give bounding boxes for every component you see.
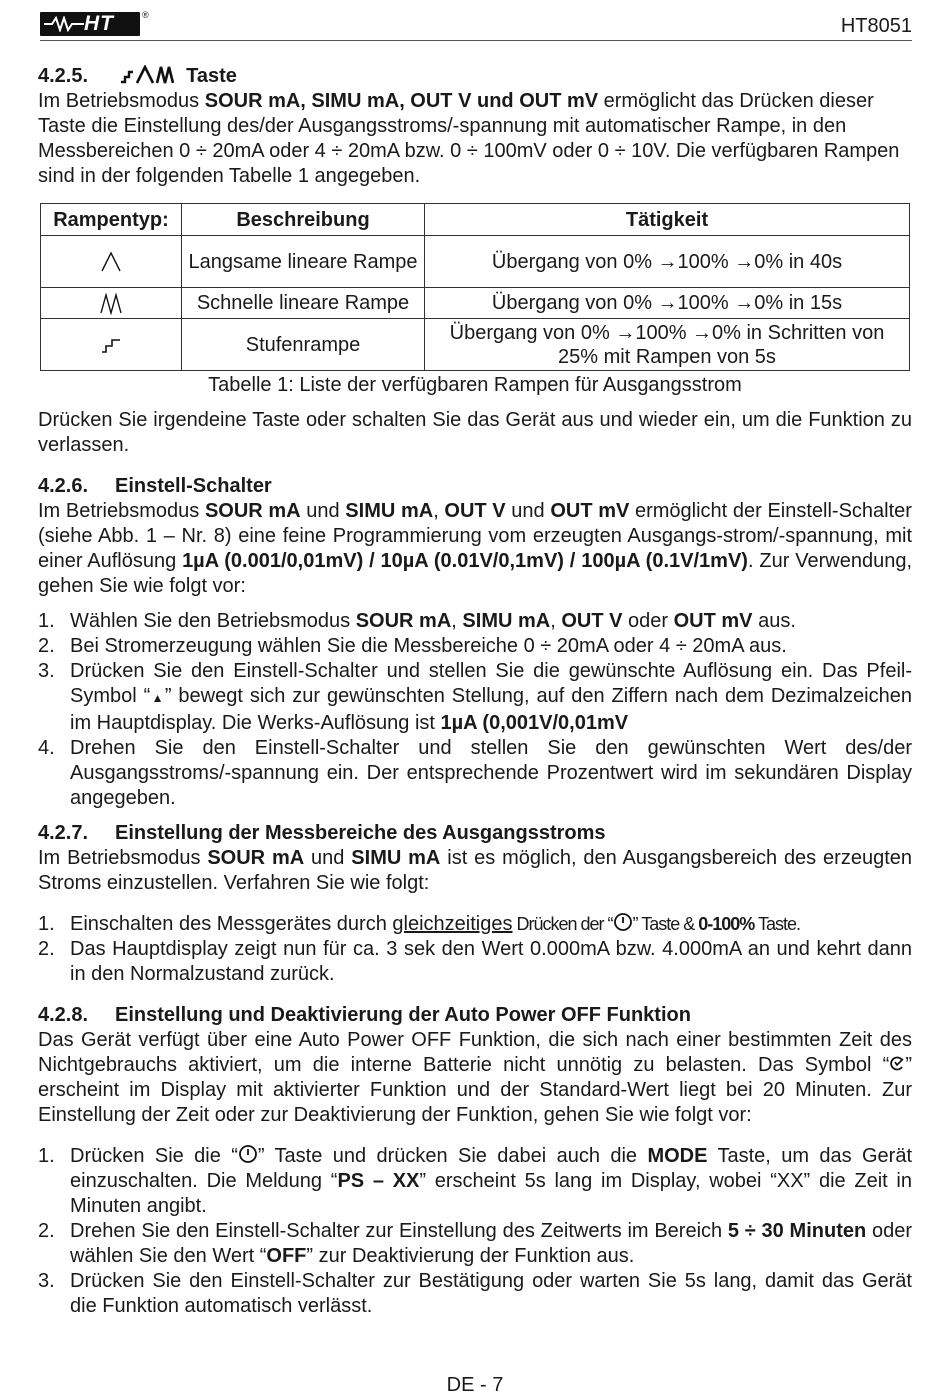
table-header-row — [41, 204, 910, 236]
steps-427 — [38, 912, 912, 987]
list-item — [38, 1269, 912, 1319]
list-item — [38, 609, 912, 634]
section-heading-428 — [38, 1003, 912, 1028]
text: oder wählen Sie den Wert “ — [70, 1220, 912, 1267]
paragraph-427-intro — [38, 846, 912, 896]
text: Im Betriebsmodus — [38, 500, 205, 522]
steps-428 — [38, 1144, 912, 1319]
text: Drücken Sie den Einstell-Schalter zur Bestätigung oder warten Sie 5s lang, damit das Gerät die Funktion automatisch verlässt. — [70, 1270, 912, 1317]
paragraph-426-intro — [38, 499, 912, 599]
item-number: 2. — [38, 938, 55, 960]
column-header: Beschreibung — [182, 204, 425, 236]
list-item — [38, 1144, 912, 1219]
item-number: 1. — [38, 913, 55, 935]
table-cell: Übergang von 0% →100% →0% in 15s — [425, 288, 910, 319]
steps-426 — [38, 609, 912, 811]
bold-text: OUT mV — [673, 610, 753, 632]
text: ” erscheint 5s lang im Display, wobei “XX” die Zeit in Minuten angibt. — [70, 1170, 912, 1217]
table-cell: Langsame lineare Rampe — [182, 236, 425, 288]
text: und — [505, 500, 551, 522]
bold-text: SIMU mA — [462, 610, 551, 632]
text: ” bewegt sich zur gewünschten Stellung, auf den Ziffern nach dem Dezimalzeichen im Hauptdisplay. Die Werks-Auflösung ist — [70, 685, 912, 734]
section-number: 4.2.7. — [38, 822, 89, 844]
paragraph-425-intro — [38, 89, 912, 189]
waveform-icon — [44, 16, 84, 32]
section-title: Einstellung und Deaktivierung der Auto Power OFF Funktion — [115, 1004, 691, 1026]
list-item — [38, 937, 912, 987]
underlined-text: gleichzeitiges — [392, 913, 513, 935]
column-header: Tätigkeit — [425, 204, 910, 236]
text: Wählen Sie den Betriebsmodus — [70, 610, 356, 632]
text: Drehen Sie den Einstell-Schalter zur Einstellung des Zeitwerts im Bereich — [70, 1220, 728, 1242]
bold-text: 5 ÷ 30 Minuten — [727, 1220, 867, 1242]
section-number: 4.2.6. — [38, 475, 89, 497]
text: ” erscheint im Display mit aktivierter Funktion und der Standard-Wert liegt bei 20 Minuten. Zur Einstellung der Zeit oder zur Deaktivierung der Funktion, gehen Sie wie folgt vor: — [38, 1054, 912, 1126]
text: Taste. — [754, 914, 800, 934]
bold-text: SOUR mA — [204, 500, 301, 522]
section-number: 4.2.5. — [38, 65, 89, 87]
item-number: 3. — [38, 1270, 55, 1292]
mode-names: SOUR mA, SIMU mA, OUT V und OUT mV — [204, 90, 599, 112]
bold-text: SIMU mA — [351, 847, 441, 869]
table-cell — [41, 288, 182, 319]
text: Taste, um das Gerät einzuschalten. Die Meldung “ — [70, 1145, 912, 1192]
section-title: Einstellung der Messbereiche des Ausgangsstroms — [115, 822, 606, 844]
text: Bei Stromerzeugung wählen Sie die Messbereiche 0 ÷ 20mA oder 4 ÷ 20mA aus. — [70, 635, 787, 657]
text: aus. — [752, 610, 796, 632]
text: Einschalten des Messgerätes durch — [70, 913, 393, 935]
table-cell: Schnelle lineare Rampe — [182, 288, 425, 319]
header-rule — [40, 40, 912, 41]
item-number: 2. — [38, 635, 55, 657]
ht-logo — [40, 8, 150, 40]
item-number: 1. — [38, 610, 55, 632]
arrow-up-icon: ▲ — [150, 691, 165, 705]
item-number: 4. — [38, 737, 55, 759]
ramp-key-icon — [119, 65, 181, 85]
text: Drücken der “ — [512, 914, 613, 934]
column-header: Rampentyp: — [41, 204, 182, 236]
paragraph-425-exit: Drücken Sie irgendeine Taste oder schalten Sie das Gerät aus und wieder ein, um die Funktion zu verlassen. — [38, 409, 912, 456]
power-icon — [238, 1144, 258, 1164]
text: oder — [622, 610, 674, 632]
page-number: DE - 7 — [446, 1374, 504, 1396]
section-heading-426 — [38, 474, 912, 499]
section-heading-425 — [38, 64, 912, 89]
item-number: 3. — [38, 660, 55, 682]
section-number: 4.2.8. — [38, 1004, 89, 1026]
auto-power-off-icon — [889, 1056, 905, 1072]
fast-ramp-icon — [99, 293, 123, 315]
text: Drücken Sie den Einstell-Schalter und stellen Sie die gewünschte Auflösung ein. Das Pfeil-Symbol “ — [70, 660, 912, 707]
table-row — [41, 236, 910, 288]
model-number: HT8051 — [840, 15, 912, 37]
logo-text: HT — [84, 12, 114, 35]
list-item — [38, 1219, 912, 1269]
bold-text: 1µA (0,001V/0,01mV — [440, 712, 629, 734]
list-item — [38, 736, 912, 811]
bold-text: 1µA (0.001/0,01mV) / 10µA (0.01V/0,1mV) / 100µA (0.1V/1mV) — [182, 550, 748, 572]
table-caption: Tabelle 1: Liste der verfügbaren Rampen für Ausgangsstrom — [208, 374, 742, 396]
power-icon — [613, 912, 633, 932]
bold-text: 0-100% — [698, 914, 755, 934]
step-ramp-icon — [100, 336, 122, 354]
text: Im Betriebsmodus — [38, 847, 208, 869]
bold-text: MODE — [647, 1145, 708, 1167]
text: ist es möglich, den Ausgangsbereich des erzeugten Stroms einzustellen. Verfahren Sie wie folgt: — [38, 847, 912, 894]
text: Das Gerät verfügt über eine Auto Power OFF Funktion, die sich nach einer bestimmten Zeit des Nichtgebrauchs aktiviert, um die interne Batterie nicht unnötig zu belasten. Das Symbol “ — [38, 1029, 912, 1076]
table-cell: Stufenrampe — [182, 319, 425, 371]
slow-ramp-icon — [100, 251, 122, 273]
text: ermöglicht der Einstell-Schalter (siehe Abb. 1 – Nr. 8) eine feine Programmierung vom erzeugten Ausgangs-strom/-spannung, mit einer Auflösung — [38, 500, 912, 572]
text: Drücken Sie die “ — [70, 1145, 238, 1167]
text: ” Taste und drücken Sie dabei auch die — [257, 1145, 648, 1167]
text: . Zur Verwendung, gehen Sie wie folgt vor: — [38, 550, 912, 597]
section-title: Einstell-Schalter — [115, 475, 272, 497]
list-item — [38, 659, 912, 736]
registered-mark: ® — [142, 10, 149, 20]
table-cell: Übergang von 0% →100% →0% in Schritten von 25% mit Rampen von 5s — [425, 319, 910, 371]
text: , — [550, 610, 562, 632]
bold-text: PS – XX — [337, 1170, 420, 1192]
ramp-table — [40, 203, 910, 371]
item-number: 2. — [38, 1220, 55, 1242]
text: Das Hauptdisplay zeigt nun für ca. 3 sek den Wert 0.000mA bzw. 4.000mA an und kehrt dann in den Normalzustand zurück. — [70, 938, 912, 985]
paragraph-428-intro — [38, 1028, 912, 1128]
text: und — [300, 500, 346, 522]
page-content — [38, 64, 912, 1319]
text: , — [433, 500, 445, 522]
item-number: 1. — [38, 1145, 55, 1167]
bold-text: OUT V — [561, 610, 623, 632]
bold-text: OFF — [266, 1245, 307, 1267]
bold-text: SOUR mA — [207, 847, 305, 869]
text: Drehen Sie den Einstell-Schalter und stellen Sie den gewünschten Wert des/der Ausgangsstroms/-spannung ein. Der entsprechende Prozentwert wird im sekundären Display angegeben. — [70, 737, 912, 809]
section-heading-427 — [38, 821, 912, 846]
table-row — [41, 288, 910, 319]
text: ermöglicht das Drücken dieser Taste die Einstellung des/der Ausgangsstroms/-spannung mit automatischer Rampe, in den Messbereichen 0 ÷ 20mA oder 4 ÷ 20mA bzw. 0 ÷ 100mV oder 0 ÷ 10V. Die verfügbaren Rampen sind in der folgenden Tabelle 1 angegeben. — [38, 90, 900, 187]
bold-text: OUT mV — [550, 500, 630, 522]
table-cell: Übergang von 0% →100% →0% in 40s — [425, 236, 910, 288]
bold-text: SOUR mA — [355, 610, 452, 632]
list-item — [38, 912, 912, 937]
table-cell — [41, 236, 182, 288]
bold-text: SIMU mA — [345, 500, 434, 522]
text: und — [304, 847, 352, 869]
section-title: Taste — [186, 65, 237, 87]
text: ” Taste & — [632, 914, 699, 934]
text: ” zur Deaktivierung der Funktion aus. — [306, 1245, 635, 1267]
text: , — [451, 610, 463, 632]
text: Im Betriebsmodus — [38, 90, 205, 112]
table-row — [41, 319, 910, 371]
table-cell — [41, 319, 182, 371]
bold-text: OUT V — [444, 500, 506, 522]
list-item — [38, 634, 912, 659]
